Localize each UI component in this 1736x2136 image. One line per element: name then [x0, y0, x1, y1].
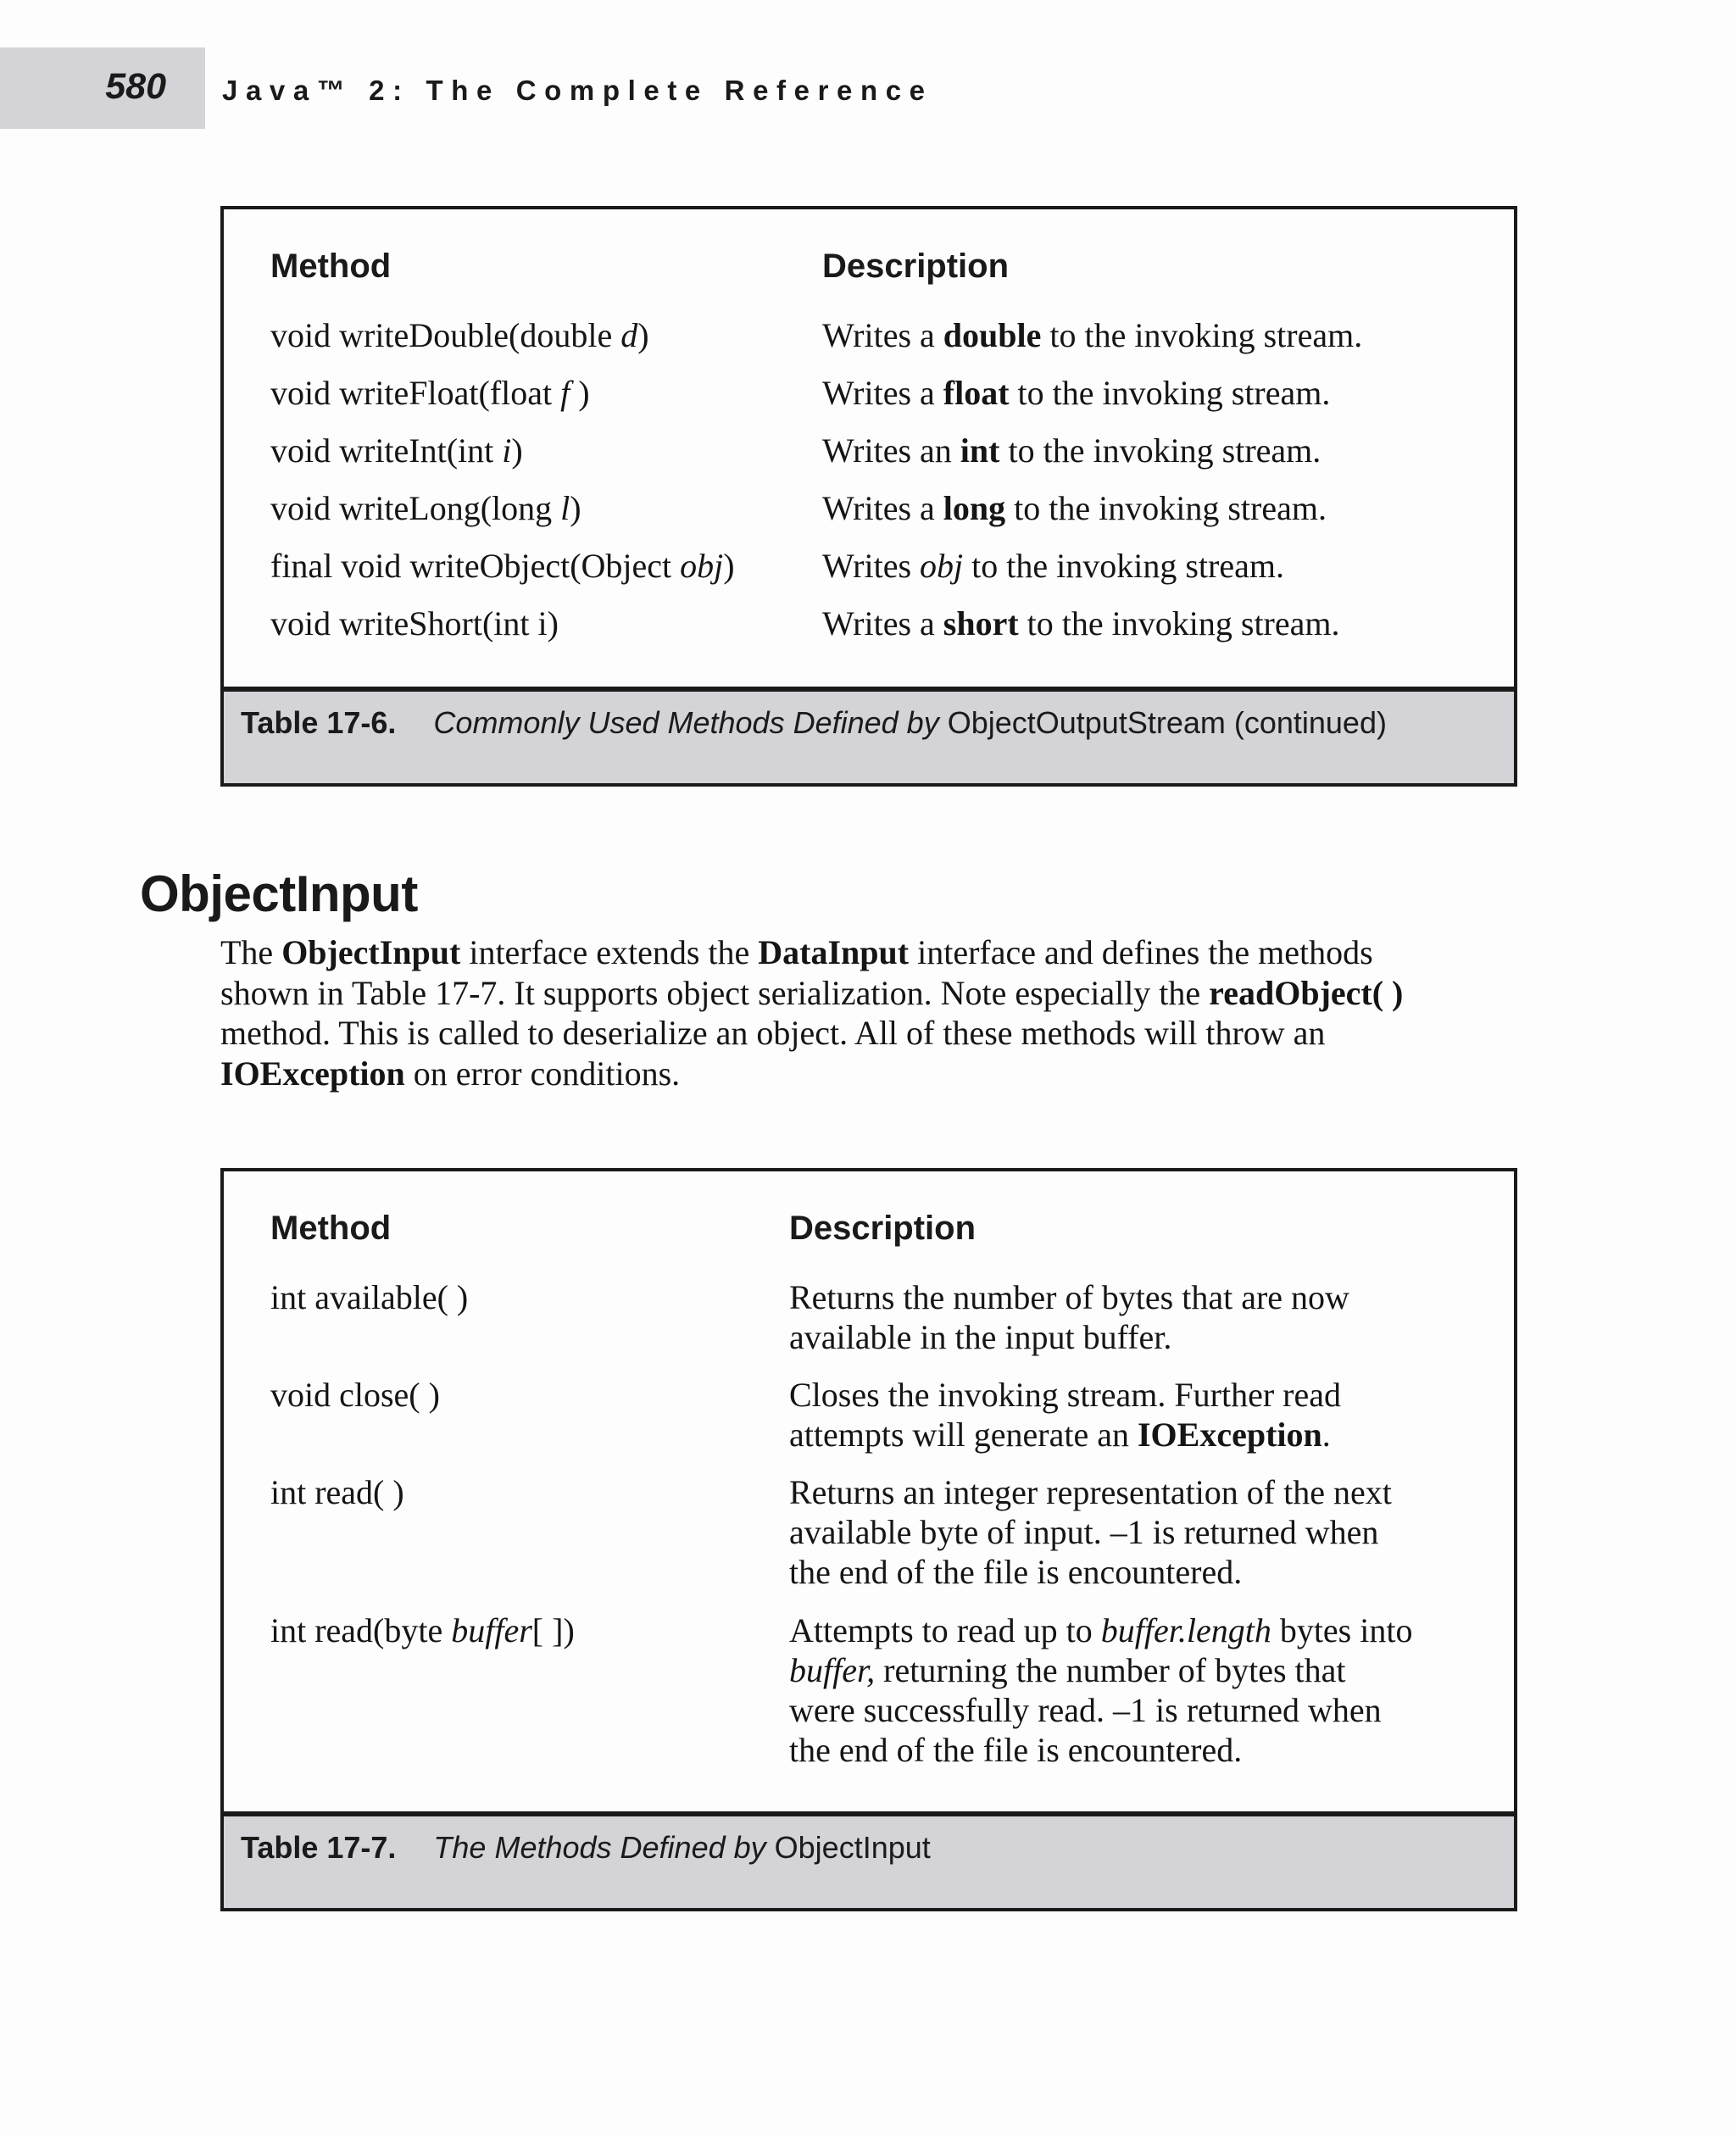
description-cell: Attempts to read up to buffer.length bytes into buffer, returning the number of bytes that were successfully read. –1 is returned when the end of the file is encountered. [789, 1611, 1413, 1769]
method-cell: int read( ) [270, 1473, 404, 1511]
method-cell: void writeInt(int i) [270, 431, 523, 470]
method-cell: int read(byte buffer[ ]) [270, 1611, 575, 1649]
running-title: Java™ 2: The Complete Reference [222, 75, 933, 106]
description-cell: Writes an int to the invoking stream. [822, 431, 1321, 470]
description-cell: Writes a short to the invoking stream. [822, 604, 1340, 642]
table-caption: Table 17-7. The Methods Defined by ObjectInput [241, 1830, 931, 1865]
table-17-6 [220, 206, 1517, 787]
description-cell: Writes obj to the invoking stream. [822, 547, 1284, 585]
page-number-box [0, 47, 205, 129]
method-cell: void writeDouble(double d) [270, 316, 649, 354]
page-number: 580 [105, 66, 166, 107]
description-cell: Writes a float to the invoking stream. [822, 374, 1331, 412]
table-caption-bar [224, 1811, 1514, 1908]
paragraph-line: method. This is called to deserialize an object. All of these methods will throw an [220, 1014, 1326, 1052]
section-heading: ObjectInput [140, 865, 418, 922]
paragraph-line: shown in Table 17-7. It supports object serialization. Note especially the readObject( ) [220, 973, 1404, 1012]
method-cell: void close( ) [270, 1376, 440, 1414]
method-cell: void writeShort(int i) [270, 604, 559, 642]
method-cell: int available( ) [270, 1278, 469, 1316]
description-cell: Closes the invoking stream. Further read attempts will generate an IOException. [789, 1376, 1341, 1454]
method-cell: final void writeObject(Object obj) [270, 547, 735, 585]
paragraph-line: IOException on error conditions. [220, 1054, 681, 1093]
table-caption: Table 17-6. Commonly Used Methods Defined by ObjectOutputStream (continued) [241, 705, 1387, 740]
table-17-7 [220, 1168, 1517, 1911]
column-header-description: Description [822, 248, 1010, 285]
method-cell: void writeLong(long l) [270, 489, 581, 527]
body-paragraph [220, 932, 1526, 1093]
column-header-description: Description [789, 1210, 976, 1247]
paragraph-line: The ObjectInput interface extends the DataInput interface and defines the methods [220, 933, 1373, 971]
table-caption-bar [224, 687, 1514, 783]
description-cell: Writes a double to the invoking stream. [822, 316, 1363, 354]
description-cell: Returns an integer representation of the next available byte of input. –1 is returned when the end of the file is encountered. [789, 1473, 1392, 1591]
column-header-method: Method [270, 248, 392, 285]
column-header-method: Method [270, 1210, 392, 1247]
description-cell: Writes a long to the invoking stream. [822, 489, 1327, 527]
method-cell: void writeFloat(float f ) [270, 374, 590, 412]
description-cell: Returns the number of bytes that are now available in the input buffer. [789, 1278, 1349, 1356]
